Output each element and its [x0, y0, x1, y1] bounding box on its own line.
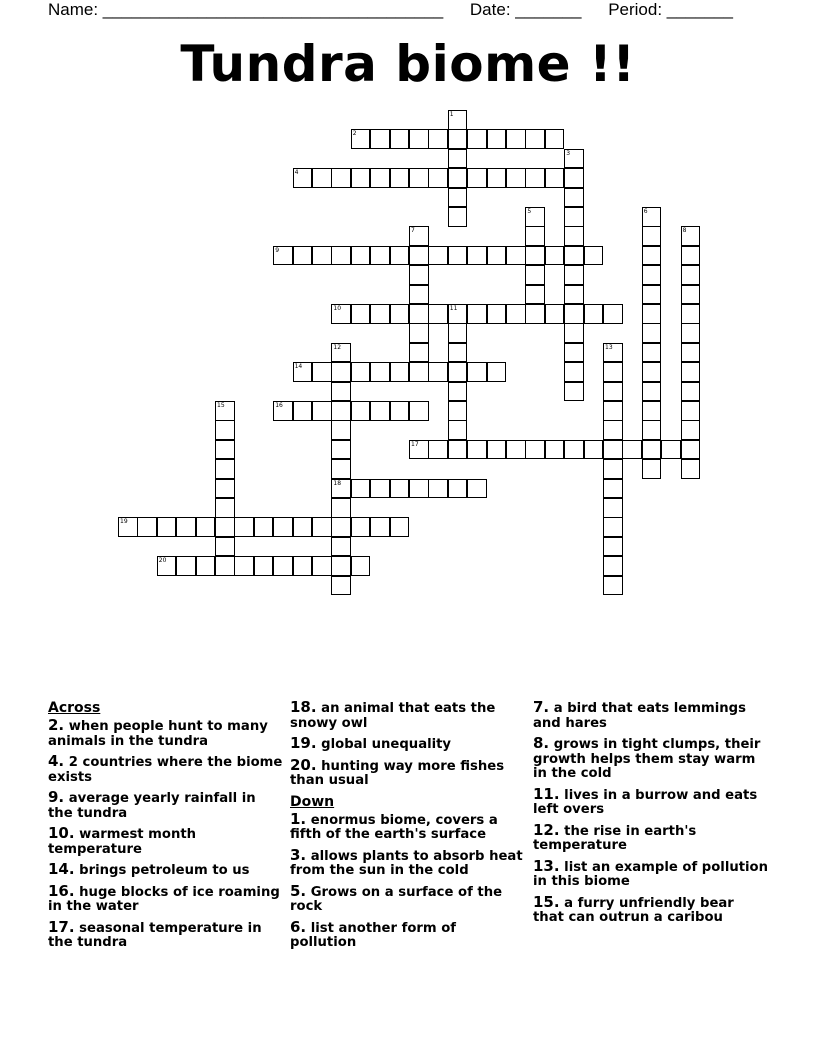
grid-cell[interactable] — [448, 304, 468, 324]
grid-cell[interactable] — [176, 517, 196, 537]
grid-cell[interactable] — [331, 382, 351, 402]
grid-cell[interactable] — [681, 285, 701, 305]
grid-cell[interactable] — [370, 401, 390, 421]
grid-cell[interactable] — [331, 401, 351, 421]
grid-cell[interactable] — [603, 556, 623, 576]
grid-cell[interactable] — [681, 362, 701, 382]
clue-item — [533, 856, 769, 890]
clue-number-label: 9. — [48, 788, 65, 806]
grid-cell[interactable] — [351, 479, 371, 499]
grid-cell[interactable] — [564, 285, 584, 305]
clue-text: 2 countries where the biome exists — [48, 755, 283, 785]
grid-cell[interactable] — [293, 401, 313, 421]
clue-number: 3 — [566, 149, 571, 157]
grid-cell[interactable] — [234, 556, 254, 576]
clue-item — [533, 700, 769, 731]
grid-cell[interactable] — [293, 168, 313, 188]
grid-cell[interactable] — [312, 401, 332, 421]
clue-text: seasonal temperature in the tundra — [48, 920, 262, 950]
grid-cell[interactable] — [448, 440, 468, 460]
clue-number: 18 — [333, 479, 342, 487]
clue-text: allows plants to absorb heat from the sun in the cold — [290, 848, 523, 878]
grid-cell[interactable] — [331, 498, 351, 518]
grid-cell[interactable] — [564, 207, 584, 227]
grid-cell[interactable] — [428, 304, 448, 324]
clue-number: 6 — [643, 208, 648, 215]
grid-cell[interactable] — [564, 382, 584, 402]
grid-cell[interactable] — [564, 188, 584, 208]
grid-cell[interactable] — [312, 168, 332, 188]
grid-cell[interactable] — [234, 517, 254, 537]
clue-number: 11 — [449, 305, 458, 312]
across-heading: Across — [48, 700, 101, 716]
grid-cell[interactable] — [215, 537, 235, 557]
grid-cell[interactable] — [467, 168, 487, 188]
clues-column-3 — [533, 700, 769, 931]
grid-cell[interactable] — [681, 246, 701, 266]
grid-cell[interactable] — [448, 323, 468, 343]
grid-cell[interactable] — [467, 129, 487, 149]
date-field-label[interactable]: Date: _______ — [469, 0, 582, 19]
grid-cell[interactable] — [409, 323, 429, 343]
grid-cell[interactable] — [525, 246, 545, 266]
grid-cell[interactable] — [293, 517, 313, 537]
grid-cell[interactable] — [448, 207, 468, 227]
grid-cell[interactable] — [370, 479, 390, 499]
grid-cell[interactable] — [331, 459, 351, 479]
clue-number-label: 11. — [533, 784, 560, 803]
grid-cell[interactable] — [564, 343, 584, 363]
grid-cell[interactable] — [681, 440, 701, 460]
grid-cell[interactable] — [487, 129, 507, 149]
grid-cell[interactable] — [312, 246, 332, 266]
grid-cell[interactable] — [564, 440, 584, 460]
grid-cell[interactable] — [545, 246, 565, 266]
clue-number: 7 — [411, 227, 415, 235]
clue-text: list an example of pollution in this biome — [533, 859, 769, 889]
grid-cell[interactable] — [196, 517, 216, 537]
grid-cell[interactable] — [215, 556, 235, 576]
grid-cell[interactable] — [448, 382, 468, 402]
clue-number: 2 — [352, 130, 357, 138]
grid-cell[interactable] — [428, 129, 448, 149]
grid-cell[interactable] — [681, 343, 701, 363]
grid-cell[interactable] — [409, 362, 429, 382]
clue-text: brings petroleum to us — [74, 863, 250, 878]
grid-cell[interactable] — [487, 168, 507, 188]
grid-cell[interactable] — [428, 362, 448, 382]
grid-cell[interactable] — [506, 168, 526, 188]
clue-item — [48, 790, 284, 821]
grid-cell[interactable] — [196, 556, 216, 576]
grid-cell[interactable] — [409, 285, 429, 305]
grid-cell[interactable] — [467, 362, 487, 382]
grid-cell[interactable] — [506, 129, 526, 149]
grid-cell[interactable] — [370, 304, 390, 324]
grid-cell[interactable] — [157, 556, 177, 576]
clue-number-label: 7. — [533, 698, 550, 716]
grid-cell[interactable] — [176, 556, 196, 576]
grid-cell[interactable] — [525, 304, 545, 324]
grid-cell[interactable] — [390, 129, 410, 149]
clue-number-label: 10. — [48, 824, 75, 842]
grid-cell[interactable] — [603, 517, 623, 537]
grid-cell[interactable] — [603, 362, 623, 382]
clues-column-2 — [290, 700, 526, 956]
clue-text: list another form of pollution — [290, 920, 457, 950]
grid-cell[interactable] — [642, 226, 662, 246]
clue-number-label: 15. — [533, 892, 560, 911]
grid-cell[interactable] — [215, 479, 235, 499]
clue-number: 19 — [120, 518, 128, 526]
grid-cell[interactable] — [370, 129, 390, 149]
grid-cell[interactable] — [564, 362, 584, 382]
grid-cell[interactable] — [293, 246, 313, 266]
grid-cell[interactable] — [351, 556, 371, 576]
grid-cell[interactable] — [409, 129, 429, 149]
grid-cell[interactable] — [525, 265, 545, 285]
grid-cell[interactable] — [351, 129, 371, 149]
clue-number-label: 20. — [290, 755, 317, 774]
grid-cell[interactable] — [215, 498, 235, 518]
grid-cell[interactable] — [564, 246, 584, 266]
grid-cell[interactable] — [545, 304, 565, 324]
clue-item — [48, 917, 284, 951]
grid-cell[interactable] — [331, 517, 351, 537]
clue-number: 16 — [275, 402, 283, 409]
grid-cell[interactable] — [545, 168, 565, 188]
grid-cell[interactable] — [370, 246, 390, 266]
grid-cell[interactable] — [273, 517, 293, 537]
clue-item — [290, 755, 526, 789]
grid-cell[interactable] — [487, 362, 507, 382]
clue-item — [290, 809, 526, 843]
grid-cell[interactable] — [642, 207, 662, 227]
grid-cell[interactable] — [390, 246, 410, 266]
clue-text: lives in a burrow and eats left overs — [533, 787, 758, 817]
clue-number: 15 — [217, 402, 225, 409]
clue-text: enormus biome, covers a fifth of the earth's surface — [290, 812, 498, 842]
grid-cell[interactable] — [603, 401, 623, 421]
grid-cell[interactable] — [215, 420, 235, 440]
grid-cell[interactable] — [564, 304, 584, 324]
grid-cell[interactable] — [428, 479, 448, 499]
grid-cell[interactable] — [390, 304, 410, 324]
grid-cell[interactable] — [448, 362, 468, 382]
grid-cell[interactable] — [681, 304, 701, 324]
grid-cell[interactable] — [390, 479, 410, 499]
grid-cell[interactable] — [428, 440, 448, 460]
clue-text: huge blocks of ice roaming in the water — [48, 884, 280, 914]
clues-column-1 — [48, 700, 284, 956]
clue-text: hunting way more fishes than usual — [290, 758, 505, 788]
grid-cell[interactable] — [254, 517, 274, 537]
grid-cell[interactable] — [351, 517, 371, 537]
grid-cell[interactable] — [351, 304, 371, 324]
grid-cell[interactable] — [409, 265, 429, 285]
grid-cell[interactable] — [448, 479, 468, 499]
grid-cell[interactable] — [603, 498, 623, 518]
clue-text: grows in tight clumps, their growth helps them stay warm in the cold — [533, 737, 761, 781]
grid-cell[interactable] — [681, 265, 701, 285]
grid-cell[interactable] — [448, 129, 468, 149]
grid-cell[interactable] — [390, 517, 410, 537]
grid-cell[interactable] — [467, 440, 487, 460]
grid-cell[interactable] — [642, 246, 662, 266]
clue-item — [290, 917, 526, 951]
clue-text: global unequality — [316, 737, 452, 752]
clue-number: 10 — [333, 305, 342, 312]
grid-cell[interactable] — [331, 304, 351, 324]
grid-cell[interactable] — [390, 168, 410, 188]
grid-cell[interactable] — [525, 285, 545, 305]
grid-cell[interactable] — [564, 265, 584, 285]
grid-cell[interactable] — [681, 382, 701, 402]
grid-cell[interactable] — [603, 479, 623, 499]
grid-cell[interactable] — [409, 343, 429, 363]
clue-text: Grows on a surface of the rock — [290, 884, 503, 914]
grid-cell[interactable] — [661, 440, 681, 460]
grid-cell[interactable] — [448, 246, 468, 266]
grid-cell[interactable] — [409, 226, 429, 246]
grid-cell[interactable] — [409, 304, 429, 324]
grid-cell[interactable] — [467, 479, 487, 499]
grid-cell[interactable] — [642, 285, 662, 305]
grid-cell[interactable] — [603, 343, 623, 363]
grid-cell[interactable] — [525, 207, 545, 227]
grid-cell[interactable] — [681, 226, 701, 246]
grid-cell[interactable] — [118, 517, 138, 537]
grid-cell[interactable] — [137, 517, 157, 537]
clue-number-label: 19. — [290, 734, 317, 752]
clue-item — [533, 820, 769, 854]
grid-cell[interactable] — [642, 440, 662, 460]
clue-text: a bird that eats lemmings and hares — [533, 701, 746, 731]
clue-item — [48, 826, 284, 857]
grid-cell[interactable] — [331, 420, 351, 440]
grid-cell[interactable] — [467, 246, 487, 266]
clue-item — [290, 845, 526, 879]
clue-item — [290, 700, 526, 731]
clue-number: 13 — [605, 343, 613, 351]
grid-cell[interactable] — [642, 420, 662, 440]
grid-cell[interactable] — [448, 420, 468, 440]
grid-cell[interactable] — [370, 517, 390, 537]
clue-number: 20 — [158, 557, 167, 565]
grid-cell[interactable] — [254, 556, 274, 576]
grid-cell[interactable] — [331, 246, 351, 266]
down-heading: Down — [290, 793, 335, 810]
grid-cell[interactable] — [331, 168, 351, 188]
clue-number-label: 5. — [290, 881, 307, 900]
clue-number-label: 3. — [290, 845, 307, 864]
clue-text: average yearly rainfall in the tundra — [48, 791, 256, 821]
grid-cell[interactable] — [331, 537, 351, 557]
name-field-label[interactable]: Name: ____________________________________ — [48, 0, 444, 19]
clue-text: warmest month temperature — [48, 827, 197, 857]
clue-number-label: 4. — [48, 752, 65, 770]
clue-number: 12 — [333, 343, 342, 351]
grid-cell[interactable] — [312, 556, 332, 576]
grid-cell[interactable] — [681, 401, 701, 421]
clue-number: 14 — [294, 363, 303, 371]
grid-cell[interactable] — [681, 323, 701, 343]
grid-cell[interactable] — [584, 440, 604, 460]
grid-cell[interactable] — [642, 401, 662, 421]
grid-cell[interactable] — [331, 440, 351, 460]
clue-text: an animal that eats the snowy owl — [290, 701, 496, 731]
page-title: Tundra biome !! — [180, 35, 636, 93]
grid-cell[interactable] — [215, 459, 235, 479]
grid-cell[interactable] — [603, 440, 623, 460]
grid-cell[interactable] — [409, 401, 429, 421]
grid-cell[interactable] — [642, 343, 662, 363]
grid-cell[interactable] — [370, 362, 390, 382]
grid-cell[interactable] — [331, 343, 351, 363]
grid-cell[interactable] — [506, 304, 526, 324]
grid-cell[interactable] — [312, 362, 332, 382]
grid-cell[interactable] — [273, 556, 293, 576]
grid-cell[interactable] — [564, 149, 584, 169]
grid-cell[interactable] — [215, 517, 235, 537]
grid-cell[interactable] — [603, 382, 623, 402]
clue-item — [48, 754, 284, 785]
clue-item — [533, 736, 769, 782]
grid-cell[interactable] — [525, 129, 545, 149]
grid-cell[interactable] — [409, 168, 429, 188]
clue-number-label: 13. — [533, 856, 560, 875]
grid-cell[interactable] — [545, 129, 565, 149]
grid-cell[interactable] — [428, 168, 448, 188]
grid-cell[interactable] — [642, 323, 662, 343]
grid-cell[interactable] — [273, 401, 293, 421]
grid-cell[interactable] — [331, 479, 351, 499]
clue-item — [290, 736, 526, 753]
clue-number-label: 6. — [290, 917, 307, 936]
grid-cell[interactable] — [157, 517, 177, 537]
clue-number-label: 16. — [48, 881, 75, 900]
grid-cell[interactable] — [603, 420, 623, 440]
clue-item — [48, 862, 284, 879]
grid-cell[interactable] — [370, 168, 390, 188]
grid-cell[interactable] — [525, 440, 545, 460]
grid-cell[interactable] — [448, 110, 468, 130]
grid-cell[interactable] — [351, 401, 371, 421]
grid-cell[interactable] — [642, 382, 662, 402]
grid-cell[interactable] — [409, 479, 429, 499]
grid-cell[interactable] — [273, 246, 293, 266]
grid-cell[interactable] — [622, 440, 642, 460]
grid-cell[interactable] — [293, 556, 313, 576]
clue-number: 17 — [411, 440, 419, 448]
grid-cell[interactable] — [564, 168, 584, 188]
grid-cell[interactable] — [564, 323, 584, 343]
clue-number-label: 1. — [290, 809, 307, 828]
grid-cell[interactable] — [409, 440, 429, 460]
clue-number: 1 — [449, 111, 454, 118]
grid-cell[interactable] — [642, 265, 662, 285]
grid-cell[interactable] — [642, 459, 662, 479]
grid-cell[interactable] — [487, 246, 507, 266]
grid-cell[interactable] — [448, 401, 468, 421]
grid-cell[interactable] — [525, 226, 545, 246]
grid-cell[interactable] — [215, 440, 235, 460]
grid-cell[interactable] — [409, 246, 429, 266]
clue-item — [290, 881, 526, 915]
grid-cell[interactable] — [351, 246, 371, 266]
grid-cell[interactable] — [331, 556, 351, 576]
grid-cell[interactable] — [681, 459, 701, 479]
clue-number: 5 — [527, 208, 532, 215]
grid-cell[interactable] — [603, 537, 623, 557]
grid-cell[interactable] — [428, 246, 448, 266]
grid-cell[interactable] — [603, 304, 623, 324]
clue-item — [533, 892, 769, 926]
clue-number: 4 — [294, 169, 299, 177]
grid-cell[interactable] — [681, 420, 701, 440]
grid-cell[interactable] — [564, 226, 584, 246]
grid-cell[interactable] — [293, 362, 313, 382]
clue-number-label: 17. — [48, 917, 75, 936]
grid-cell[interactable] — [448, 168, 468, 188]
clue-number-label: 18. — [290, 698, 317, 716]
grid-cell[interactable] — [467, 304, 487, 324]
grid-cell[interactable] — [642, 362, 662, 382]
grid-cell[interactable] — [351, 168, 371, 188]
grid-cell[interactable] — [215, 401, 235, 421]
grid-cell[interactable] — [603, 576, 623, 596]
grid-cell[interactable] — [448, 343, 468, 363]
period-field-label[interactable]: Period: _______ — [608, 0, 733, 19]
grid-cell[interactable] — [390, 401, 410, 421]
grid-cell[interactable] — [390, 362, 410, 382]
clue-text: the rise in earth's temperature — [533, 823, 697, 853]
grid-cell[interactable] — [487, 440, 507, 460]
clue-number-label: 8. — [533, 734, 550, 752]
grid-cell[interactable] — [487, 304, 507, 324]
grid-cell[interactable] — [642, 304, 662, 324]
grid-cell[interactable] — [331, 362, 351, 382]
grid-cell[interactable] — [603, 459, 623, 479]
clue-number-label: 12. — [533, 820, 560, 839]
grid-cell[interactable] — [312, 517, 332, 537]
clue-number-label: 14. — [48, 860, 75, 878]
grid-cell[interactable] — [506, 440, 526, 460]
grid-cell[interactable] — [545, 440, 565, 460]
clue-item — [533, 784, 769, 818]
grid-cell[interactable] — [448, 149, 468, 169]
clue-text: a furry unfriendly bear that can outrun a caribou — [533, 895, 734, 925]
grid-cell[interactable] — [584, 246, 604, 266]
grid-cell[interactable] — [331, 576, 351, 596]
clue-number: 9 — [275, 246, 280, 254]
grid-cell[interactable] — [525, 168, 545, 188]
grid-cell[interactable] — [448, 188, 468, 208]
grid-cell[interactable] — [584, 304, 604, 324]
clue-number: 8 — [682, 227, 687, 235]
grid-cell[interactable] — [351, 362, 371, 382]
clue-text: when people hunt to many animals in the tundra — [48, 719, 268, 749]
grid-cell[interactable] — [506, 246, 526, 266]
clue-number-label: 2. — [48, 716, 65, 734]
clue-item — [48, 718, 284, 749]
clue-item — [48, 881, 284, 915]
